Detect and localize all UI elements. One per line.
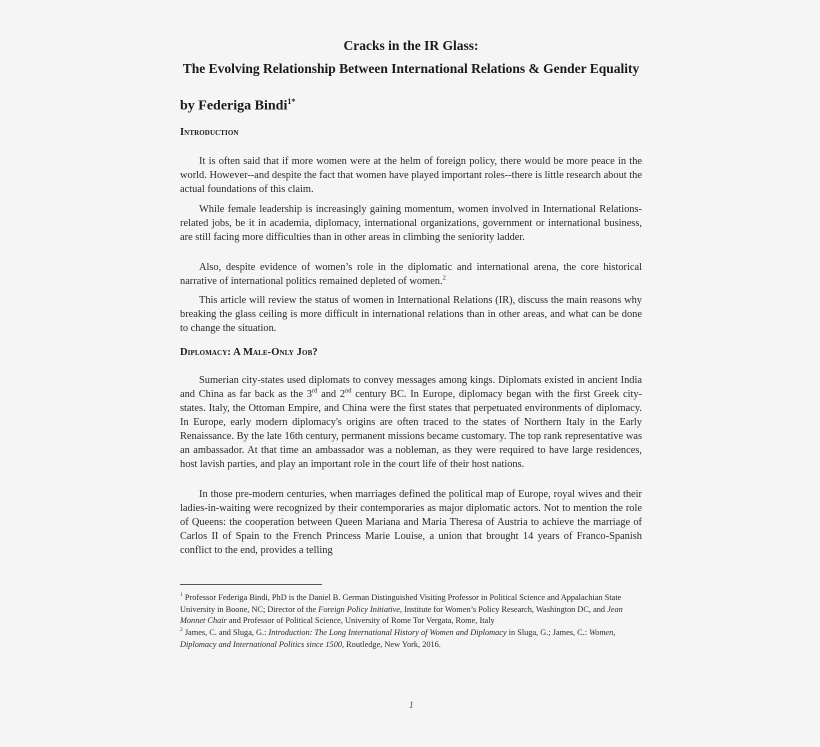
author-name: by Federiga Bindi (180, 98, 288, 114)
paragraph: It is often said that if more women were at the helm of foreign policy, there would be more peace in the world. However--and despite the fact that women have played important roles--there is little research about the actual foundations of this claim. (180, 156, 642, 195)
footnote-1 (180, 592, 642, 627)
section-heading-introduction: Introduction (180, 127, 239, 138)
footnote-text: , Routledge, New York, 2016. (342, 639, 441, 649)
paragraph: This article will review the status of women in International Relations (IR), discuss the main reasons why breaking the glass ceiling is more difficult in international relations than in other areas, and what can be done to change the situation. (180, 295, 642, 334)
footnote-text: James, C. and Sluga, G.: (182, 628, 269, 638)
paragraph: While female leadership is increasingly gaining momentum, women involved in International Relations-related jobs, be it in academia, diplomacy, international organizations, government or international business, are still facing more difficulties than in other areas in climbing the seniority ladder. (180, 204, 642, 243)
footnote-italic: Foreign Policy Initiative (318, 604, 400, 614)
author-footnote-ref: 1* (287, 97, 296, 106)
author-byline (180, 97, 295, 115)
footnote-italic: Jean Monnet Chair (180, 604, 623, 626)
paragraph-text: Also, despite evidence of women’s role in the diplomatic and international arena, the core historical narrative of international politics remained depleted of women. (180, 262, 642, 287)
footnote-italic: Women, Diplomacy and International Politics since 1500 (180, 628, 616, 649)
footnotes (180, 592, 642, 651)
footnote-text: and Professor of Political Science, University of Rome Tor Vergata, Rome, Italy (226, 616, 495, 626)
paragraph (180, 374, 642, 472)
ordinal-suffix: nd (345, 387, 352, 395)
title-line-1: Cracks in the IR Glass: (343, 38, 479, 53)
paragraph-text: century BC. In Europe, diplomacy began with the first Greek city-states. Italy, the Ottoman Empire, and China were the first states that perpetuated environments of diplomacy. In Europe, early modern diplomacy's origins are often traced to the states of Northern Italy in the Early Renaissance. By the late 16th century, permanent missions became customary. The top rank representative was an ambassador. At that time an ambassador was a nobleman, as they were required to have large residences, host lavish parties, and play an important role in the court life of their host nations. (180, 389, 643, 470)
paragraph-text: Sumerian city-states used diplomats to convey messages among kings. Diplomats existed in ancient India and China as far back as the 3 (180, 375, 642, 400)
section-heading-diplomacy: Diplomacy: A Male-Only Job? (180, 347, 318, 358)
footnote-divider (180, 584, 322, 585)
ordinal-suffix: rd (312, 387, 318, 395)
footnote-italic: Introduction: The Long International History of Women and Diplomacy (268, 628, 507, 638)
footnote-number: 2 (180, 627, 183, 634)
paragraph: In those pre-modern centuries, when marriages defined the political map of Europe, royal wives and their ladies-in-waiting were recognized by their contemporaries as major diplomatic actors. Not to mention the role of Queens: the cooperation between Queen Mariana and Maria Theresa of Austria to achieve the marriage of Carlos II of Spain to the French Princess Marie Louise, a union that brought 14 years of Franco-Spanish conflict to the end, provides a telling (180, 489, 642, 556)
paragraph (180, 261, 642, 289)
footnote-2 (180, 627, 642, 650)
title-line-2: The Evolving Relationship Between International Relations & Gender Equality (182, 61, 640, 76)
footnote-number: 1 (180, 592, 183, 599)
paragraph-text: and 2 (317, 389, 346, 400)
footnote-text: Professor Federiga Bindi, PhD is the Daniel B. German Distinguished Visiting Professor in Political Science and Appalachian State University in Boone, NC; Director of the (180, 593, 622, 614)
footnote-text: in Sluga, G.; James, C.: (506, 628, 590, 638)
page-number: 1 (409, 700, 414, 710)
footnote-ref: 2 (442, 274, 446, 282)
footnote-text: , Institute for Women’s Policy Research, Washington DC, and (399, 604, 608, 614)
